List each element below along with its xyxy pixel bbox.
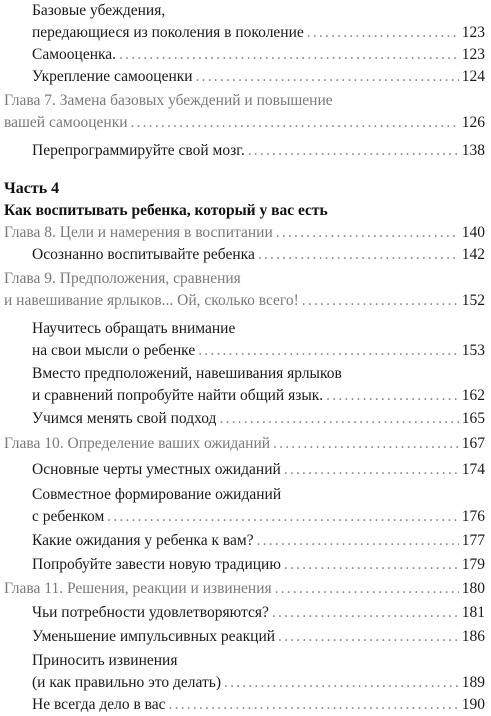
entry-line: Приносить извинения bbox=[32, 652, 178, 669]
entry-line: Попробуйте завести новую традицию bbox=[32, 556, 281, 573]
dot-leader bbox=[107, 506, 459, 528]
page-number: 138 bbox=[461, 142, 485, 159]
dot-leader bbox=[272, 602, 459, 624]
page-number: 165 bbox=[461, 410, 485, 427]
page-number: 153 bbox=[461, 342, 485, 359]
entry-line: на свои мысли о ребенке bbox=[32, 342, 196, 359]
dot-leader bbox=[219, 408, 458, 430]
entry-line: Глава 10. Определение ваших ожиданий bbox=[4, 435, 271, 452]
entry-line: с ребенком bbox=[32, 508, 105, 525]
page-number: 167 bbox=[461, 435, 485, 452]
toc-entry bbox=[32, 626, 485, 648]
dot-leader bbox=[284, 554, 459, 576]
toc-entry bbox=[32, 66, 485, 88]
entry-line: Научитесь обращать внимание bbox=[32, 320, 236, 337]
entry-line: Учимся менять свой подход bbox=[32, 410, 217, 427]
entry-line: Уменьшение импульсивных реакций bbox=[32, 628, 276, 645]
entry-line: Основные черты уместных ожиданий bbox=[32, 461, 281, 478]
dot-leader bbox=[275, 578, 459, 600]
dot-leader bbox=[257, 530, 459, 552]
dot-leader bbox=[169, 694, 459, 716]
toc-chapter bbox=[4, 222, 485, 244]
toc-entry bbox=[32, 44, 485, 66]
entry-line: Вместо предположений, навешивания ярлыков bbox=[32, 365, 342, 382]
page-number: 189 bbox=[461, 674, 485, 691]
entry-line: Не всегда дело в вас bbox=[32, 696, 166, 713]
dot-leader bbox=[276, 222, 459, 244]
page-number: 152 bbox=[461, 292, 485, 309]
toc-entry bbox=[32, 140, 485, 162]
entry-line: и сравнений попробуйте найти общий язык. bbox=[32, 387, 324, 404]
entry-line: (и как правильно это делать) bbox=[32, 674, 222, 691]
part-subtitle: Как воспитывать ребенка, который у вас есть bbox=[4, 202, 328, 219]
entry-line: Осознанно воспитывайте ребенка bbox=[32, 246, 255, 263]
toc-entry bbox=[32, 244, 485, 266]
toc-entry bbox=[32, 484, 485, 528]
entry-line: Базовые убеждения, bbox=[32, 2, 166, 19]
toc-entry bbox=[32, 694, 485, 716]
toc-entry bbox=[32, 408, 485, 430]
dot-leader bbox=[198, 340, 459, 362]
entry-line: Какие ожидания у ребенка к вам? bbox=[32, 532, 254, 549]
toc-chapter bbox=[4, 578, 485, 600]
page-number: 186 bbox=[461, 628, 485, 645]
part-title: Часть 4 bbox=[4, 180, 60, 197]
page-number: 179 bbox=[461, 556, 485, 573]
toc-entry bbox=[32, 650, 485, 694]
entry-line: Перепрограммируйте свой мозг. bbox=[32, 142, 245, 159]
toc-entry bbox=[32, 0, 485, 44]
page-number: 180 bbox=[461, 580, 485, 597]
toc-entry bbox=[32, 318, 485, 362]
entry-line: Чьи потребности удовлетворяются? bbox=[32, 604, 269, 621]
entry-line: Самооценка. bbox=[32, 46, 117, 63]
entry-line: Укрепление самооценки bbox=[32, 68, 193, 85]
page-number: 162 bbox=[461, 387, 485, 404]
dot-leader bbox=[196, 66, 459, 88]
entry-line: Глава 9. Предположения, сравнения bbox=[4, 270, 241, 287]
dot-leader bbox=[278, 626, 459, 648]
dot-leader bbox=[224, 672, 459, 694]
entry-line: Глава 8. Цели и намерения в воспитании bbox=[4, 224, 273, 241]
page-number: 190 bbox=[461, 696, 485, 713]
page-number: 181 bbox=[461, 604, 485, 621]
toc-chapter bbox=[4, 268, 485, 312]
dot-leader bbox=[302, 290, 459, 312]
toc-entry bbox=[32, 530, 485, 552]
entry-line: Глава 11. Решения, реакции и извинения bbox=[4, 580, 272, 597]
page-number: 177 bbox=[461, 532, 485, 549]
dot-leader bbox=[248, 140, 459, 162]
dot-leader bbox=[273, 433, 459, 455]
page-number: 142 bbox=[461, 246, 485, 263]
page-number: 176 bbox=[461, 508, 485, 525]
entry-line: Глава 7. Замена базовых убеждений и повышение bbox=[4, 92, 333, 109]
toc-chapter bbox=[4, 433, 485, 455]
page-number: 123 bbox=[461, 46, 485, 63]
entry-line: Совместное формирование ожиданий bbox=[32, 486, 282, 503]
dot-leader bbox=[307, 22, 459, 44]
toc-entry bbox=[32, 363, 485, 407]
page-number: 140 bbox=[461, 224, 485, 241]
page-number: 123 bbox=[461, 24, 485, 41]
dot-leader bbox=[119, 44, 459, 66]
dot-leader bbox=[131, 112, 459, 134]
entry-line: вашей самооценки bbox=[4, 114, 128, 131]
dot-leader bbox=[258, 244, 459, 266]
dot-leader bbox=[326, 385, 459, 407]
page-number: 174 bbox=[461, 461, 485, 478]
toc-entry bbox=[32, 554, 485, 576]
toc-chapter bbox=[4, 90, 485, 134]
toc-entry bbox=[32, 602, 485, 624]
page-number: 124 bbox=[461, 68, 485, 85]
toc-entry bbox=[32, 459, 485, 481]
entry-line: передающиеся из поколения в поколение bbox=[32, 24, 304, 41]
dot-leader bbox=[284, 459, 459, 481]
entry-line: и навешивание ярлыков... Ой, сколько всего! bbox=[4, 292, 299, 309]
page-number: 126 bbox=[461, 114, 485, 131]
